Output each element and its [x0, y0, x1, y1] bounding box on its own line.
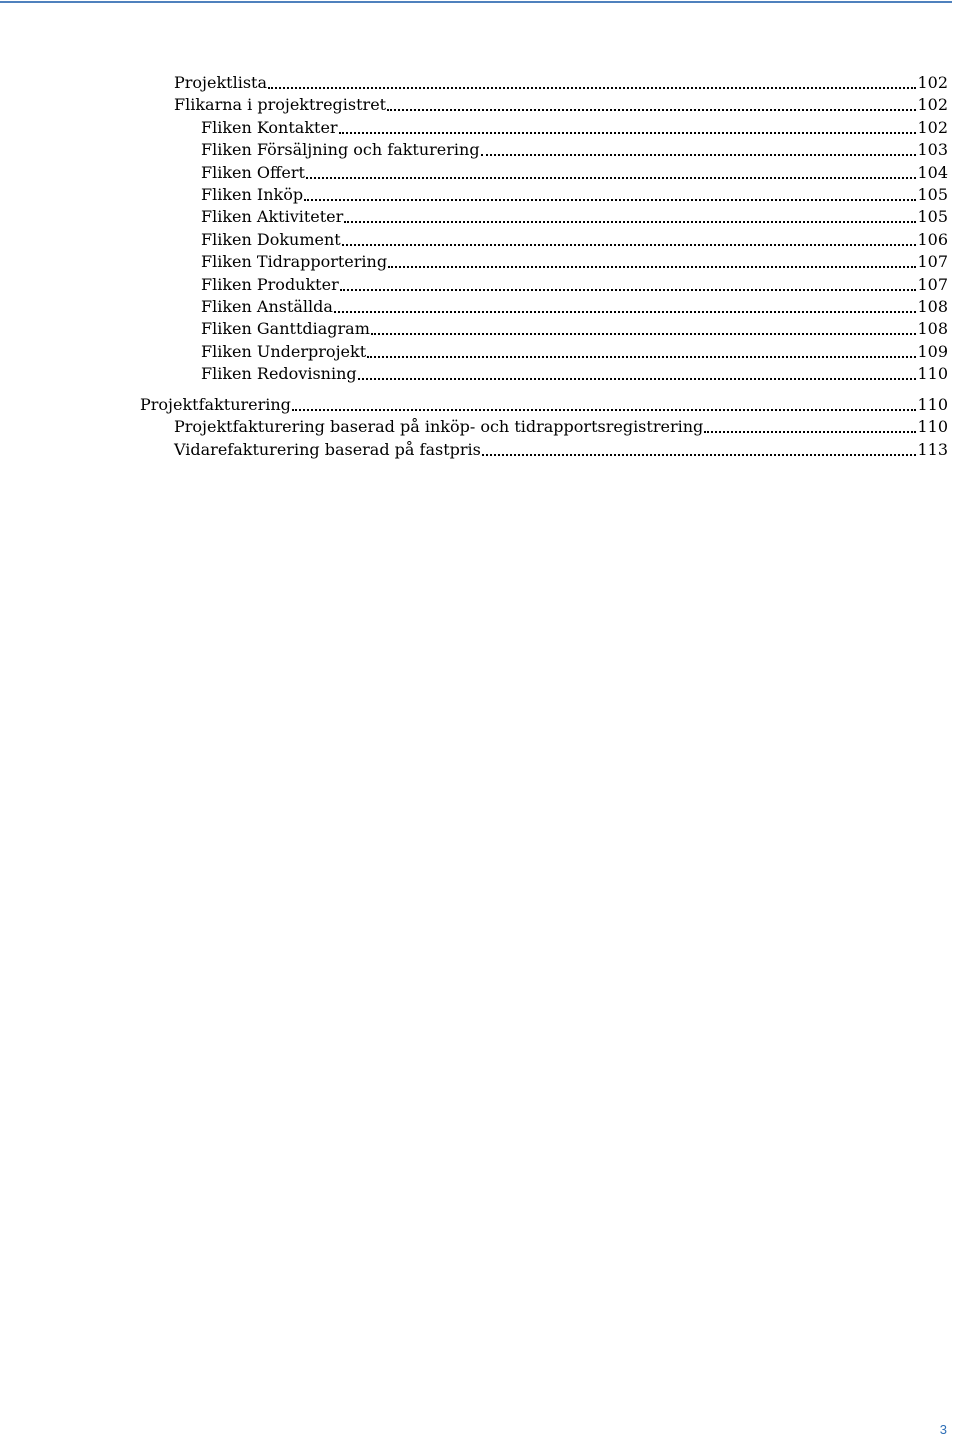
toc-dot-leader — [292, 409, 917, 411]
toc-entry-title: Vidarefakturering baserad på fastpris — [174, 440, 481, 459]
toc-entry-title: Flikarna i projektregistret — [174, 95, 387, 114]
toc-entry-title: Fliken Offert — [201, 163, 305, 182]
toc-dot-leader — [344, 221, 916, 223]
toc-entry[interactable] — [201, 341, 948, 363]
toc-entry-page: 105 — [917, 207, 948, 226]
toc-entry[interactable] — [201, 363, 948, 385]
toc-dot-leader — [358, 378, 917, 380]
toc-dot-leader — [340, 289, 917, 291]
toc-entry-title: Fliken Tidrapportering — [201, 252, 388, 271]
toc-dot-leader — [704, 431, 916, 433]
toc-entry[interactable] — [174, 416, 948, 438]
toc-entry-page: 104 — [917, 163, 948, 182]
toc-entry-page: 102 — [917, 73, 948, 92]
toc-entry[interactable] — [201, 206, 948, 228]
toc-entry[interactable] — [201, 139, 948, 161]
toc-entry-title: Fliken Anställda — [201, 297, 333, 316]
toc-entry-page: 102 — [917, 95, 948, 114]
toc-entry-page: 109 — [917, 342, 948, 361]
toc-entry-title: Projektlista — [174, 73, 268, 92]
toc-dot-leader — [388, 266, 916, 268]
toc-entry-title: Fliken Dokument — [201, 230, 341, 249]
toc-dot-leader — [268, 87, 916, 89]
toc-entry-page: 105 — [917, 185, 948, 204]
toc-entry[interactable] — [201, 274, 948, 296]
toc-dot-leader — [481, 154, 917, 156]
toc-entry-page: 107 — [917, 252, 948, 271]
toc-entry[interactable] — [174, 94, 948, 116]
toc-entry-page: 110 — [917, 364, 948, 383]
toc-entry[interactable] — [174, 72, 948, 94]
toc-entry-page: 106 — [917, 230, 948, 249]
toc-entry[interactable] — [201, 229, 948, 251]
header-rule — [0, 1, 952, 3]
toc-entry-title: Fliken Aktiviteter — [201, 207, 344, 226]
toc-dot-leader — [367, 356, 916, 358]
toc-entry-page: 102 — [917, 118, 948, 137]
toc-entry[interactable] — [201, 251, 948, 273]
toc-entry-title: Projektfakturering — [140, 395, 291, 414]
toc-entry-title: Fliken Inköp — [201, 185, 304, 204]
toc-entry-title: Fliken Produkter — [201, 275, 339, 294]
toc-dot-leader — [342, 244, 917, 246]
toc-entry-page: 107 — [917, 275, 948, 294]
toc-entry-page: 110 — [917, 417, 948, 436]
toc-entry[interactable] — [140, 394, 948, 416]
toc-dot-leader — [371, 333, 917, 335]
toc-dot-leader — [334, 311, 917, 313]
toc-entry-title: Fliken Underprojekt — [201, 342, 367, 361]
toc-entry-title: Fliken Försäljning och fakturering — [201, 140, 480, 159]
toc-entry[interactable] — [174, 439, 948, 461]
toc-entry-page: 103 — [917, 140, 948, 159]
toc-entry[interactable] — [201, 184, 948, 206]
toc-dot-leader — [339, 132, 917, 134]
toc-dot-leader — [387, 109, 916, 111]
toc-entry-page: 113 — [917, 440, 948, 459]
toc-entry-page: 108 — [917, 297, 948, 316]
page-number: 3 — [939, 1422, 947, 1437]
toc-entry[interactable] — [201, 117, 948, 139]
toc-entry-title: Fliken Kontakter — [201, 118, 338, 137]
toc-entry-title: Fliken Ganttdiagram — [201, 319, 370, 338]
toc-entry[interactable] — [201, 318, 948, 340]
toc-entry-page: 110 — [917, 395, 948, 414]
toc-dot-leader — [304, 199, 916, 201]
toc-entry[interactable] — [201, 162, 948, 184]
toc-dot-leader — [306, 177, 917, 179]
toc-entry[interactable] — [201, 296, 948, 318]
toc-entry-title: Fliken Redovisning — [201, 364, 357, 383]
toc-entry-title: Projektfakturering baserad på inköp- och tidrapportsregistrering — [174, 417, 704, 436]
toc-entry-page: 108 — [917, 319, 948, 338]
toc-dot-leader — [482, 454, 917, 456]
